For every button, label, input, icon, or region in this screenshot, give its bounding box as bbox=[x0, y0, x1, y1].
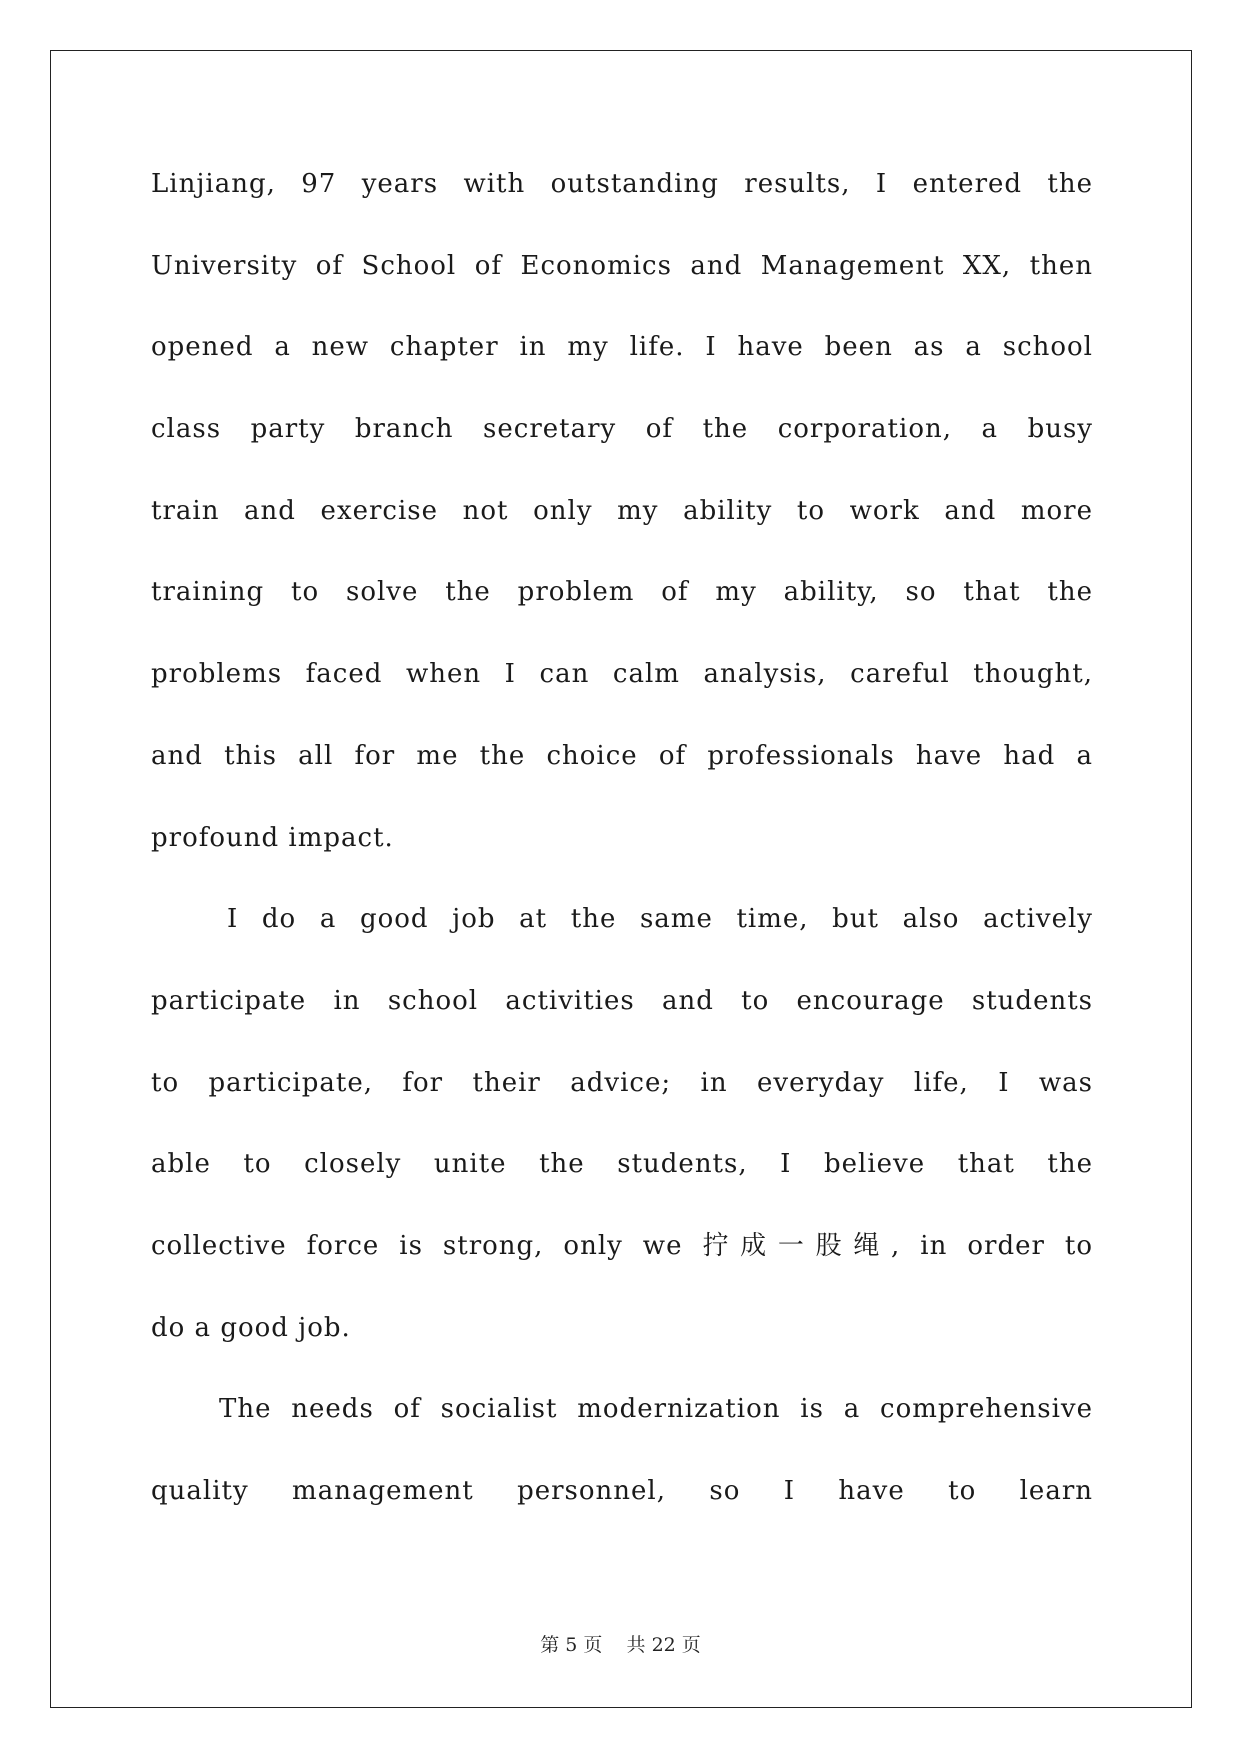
text-line: collective force is strong, only we 拧成一股绳, in order to bbox=[151, 1230, 1093, 1261]
text-line: and this all for me the choice of professionals have had a bbox=[151, 740, 1093, 771]
text-line: training to solve the problem of my ability, so that the bbox=[151, 577, 1093, 608]
text-line: class party branch secretary of the corporation, a busy bbox=[151, 414, 1093, 445]
text-line: profound impact. bbox=[151, 822, 394, 853]
text-line: participate in school activities and to encourage students bbox=[151, 985, 1093, 1016]
text-line: quality management personnel, so I have to learn bbox=[151, 1476, 1093, 1506]
document-body bbox=[151, 160, 1093, 1549]
text-line: Linjiang, 97 years with outstanding results, I entered the bbox=[151, 169, 1093, 199]
paragraph-first-line: I do a good job at the same time, but also actively bbox=[227, 904, 1093, 935]
text-line: train and exercise not only my ability to work and more bbox=[151, 495, 1093, 526]
text-line: University of School of Economics and Management XX, then bbox=[151, 250, 1093, 281]
text-line: problems faced when I can calm analysis, careful thought, bbox=[151, 659, 1093, 690]
page-number-footer: 第 5 页 共 22 页 bbox=[540, 1634, 701, 1656]
paragraph-first-line: The needs of socialist modernization is a comprehensive bbox=[219, 1394, 1093, 1425]
text-line: do a good job. bbox=[151, 1312, 351, 1343]
text-line: opened a new chapter in my life. I have been as a school bbox=[151, 332, 1093, 363]
text-line: able to closely unite the students, I believe that the bbox=[151, 1149, 1093, 1180]
text-line: to participate, for their advice; in everyday life, I was bbox=[151, 1067, 1093, 1098]
